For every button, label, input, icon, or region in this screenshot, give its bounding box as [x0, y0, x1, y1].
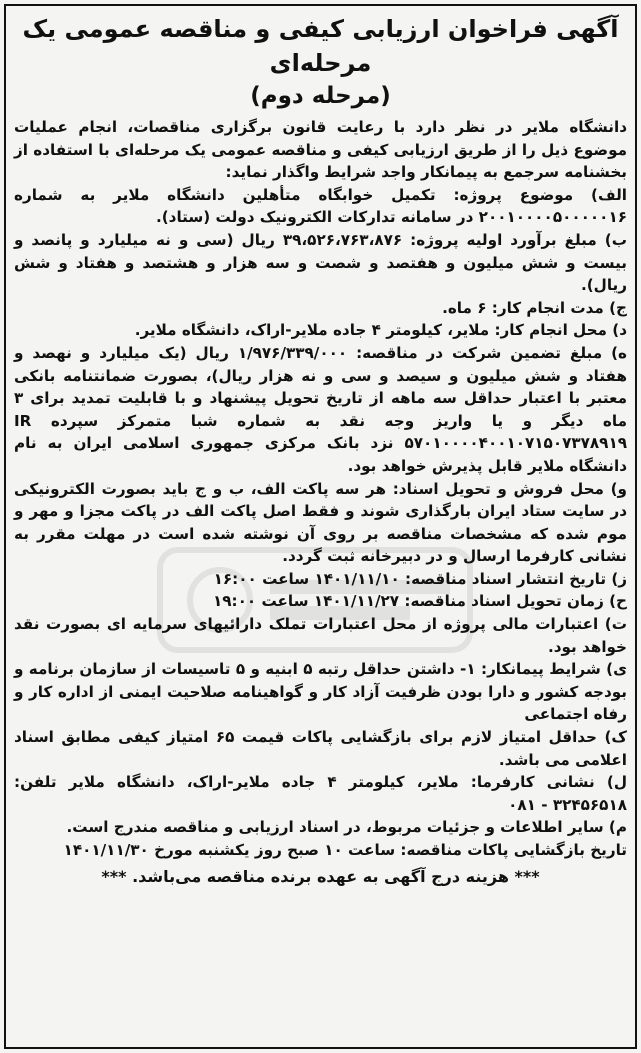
item-duration: ج) مدت انجام کار: ۶ ماه.: [442, 298, 627, 317]
notice-title: آگهی فراخوان ارزیابی کیفی و مناقصه عمومی یک مرحله‌ای: [22, 15, 619, 77]
notice-subtitle: (مرحله دوم): [250, 83, 391, 109]
item-delivery-date: ح) زمان تحویل اسناد مناقصه: ۱۴۰۱/۱۱/۲۷ ساعت ۱۹:۰۰: [213, 592, 627, 611]
item-contractor-conditions: ی) شرایط پیمانکار: ۱- داشتن حداقل رتبه ۵ ابنیه و ۵ تاسیسات از سازمان برنامه و بودجه کشور و دارا بودن ظرفیت آزاد کار و گواهینامه صلاحیت ایمنی از اداره کار و رفاه اجتماعی: [14, 660, 627, 724]
notice-intro: دانشگاه ملایر در نظر دارد با رعایت قانون برگزاری مناقصات، انجام عملیات موضوع ذیل را از طریق ارزیابی کیفی و مناقصه عمومی یک مرحله‌ای با استفاده از بخشنامه سرجمع به پیمانکار واجد شرایط واگذار نماید:: [14, 118, 627, 182]
item-subject: الف) موضوع پروژه: تکمیل خوابگاه متأهلین دانشگاه ملایر به شماره ۲۰۰۱۰۰۰۰۵۰۰۰۰۰۱۶ در سامانه تدارکات الکترونیک دولت (ستاد).: [14, 185, 627, 227]
item-estimate: ب) مبلغ برآورد اولیه پروژه: ۳۹،۵۲۶،۷۶۳،۸۷۶ ریال (سی و نه میلیارد و پانصد و بیست و شش میلیون و هفتصد و شصت و سه هزار و هشتصد و هفتاد و شش ریال).: [14, 230, 627, 295]
item-funding: ت) اعتبارات مالی پروژه از محل اعتبارات تملک دارائیهای سرمایه ای بصورت نقد خواهد بود.: [14, 615, 627, 656]
notice-footer: *** هزینه درج آگهی به عهده برنده مناقصه می‌باشد. ***: [101, 866, 540, 886]
item-location: د) محل انجام کار: ملایر، کیلومتر ۴ جاده ملایر-اراک، دانشگاه ملایر.: [134, 321, 627, 340]
item-opening-date: تاریخ بازگشایی پاکات مناقصه: ساعت ۱۰ صبح روز یکشنبه مورخ ۱۴۰۱/۱۱/۳۰: [63, 841, 627, 859]
item-documents: و) محل فروش و تحویل اسناد: هر سه پاکت الف، ب و ج باید بصورت الکترونیکی در سایت ستاد ایران بارگذاری شوند و فقط اصل پاکت الف در پاکت مجزا و مهر و موم شده که مشخصات مناقصه بر روی آن نوشته شده است در مهلت مقرر به نشانی کارفرما ارسال و در دبیرخانه ثبت گردد.: [14, 479, 627, 566]
item-other-info: م) سایر اطلاعات و جزئیات مربوط، در اسناد ارزیابی و مناقصه مندرج است.: [66, 818, 627, 837]
notice-content: [14, 12, 627, 890]
item-publish-date: ز) تاریخ انتشار اسناد مناقصه: ۱۴۰۱/۱۱/۱۰ ساعت ۱۶:۰۰: [213, 569, 627, 588]
item-min-score: ک) حداقل امتیاز لازم برای بازگشایی پاکات قیمت ۶۵ امتیاز کیفی مطابق اسناد اعلامی می باشد.: [14, 728, 627, 769]
item-guarantee: ه) مبلغ تضمین شرکت در مناقصه: ۱/۹۷۶/۳۳۹/۰۰۰ ریال (یک میلیارد و نهصد و هفتاد و شش میلیون و سیصد و سی و نه هزار ریال)، بصورت ضمانتنامه بانکی معتبر با اعتبار حداقل سه ماهه از تاریخ تحویل پیشنهاد و با قابلیت تمدید برای ۳ ماه دیگر و یا واریز وجه نقد به شماره شبا متمرکز سپرده IR ۵۷۰۱۰۰۰۰۴۰۰۱۰۷۱۵۰۷۳۷۸۹۱۹ نزد بانک مرکزی جمهوری اسلامی ایران به نام دانشگاه ملایر قابل پذیرش خواهد بود.: [14, 343, 627, 475]
item-address: ل) نشانی کارفرما: ملایر، کیلومتر ۴ جاده ملایر-اراک، دانشگاه ملایر تلفن: ۳۲۴۵۶۵۱۸ - ۰۸۱: [14, 773, 627, 814]
